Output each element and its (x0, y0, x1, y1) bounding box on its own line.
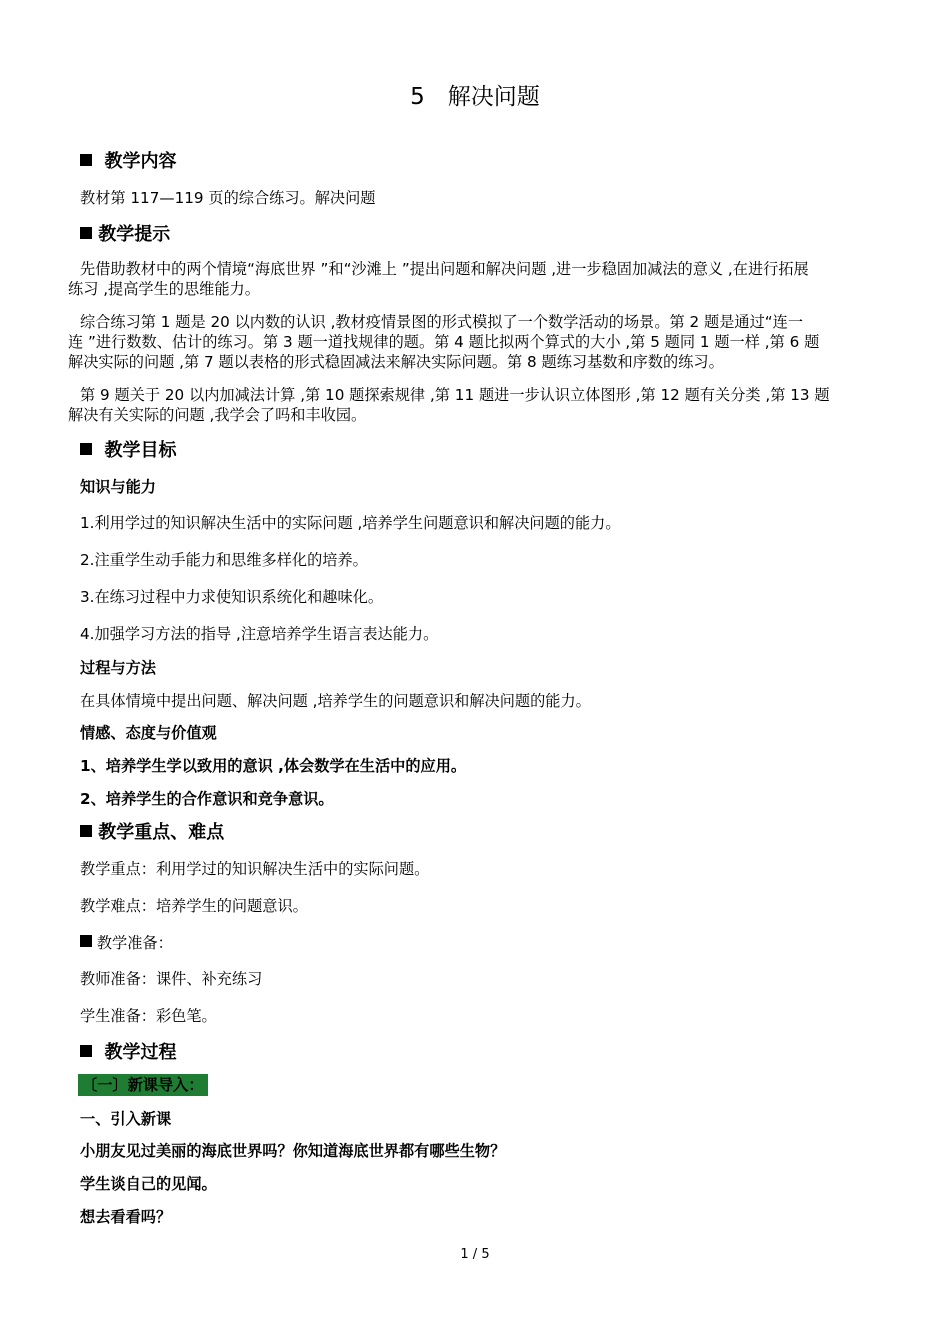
goal-1: 1.利用学过的知识解决生活中的实际问题 ,培养学生问题意识和解决问题的能力。 (80, 514, 621, 532)
goal-3: 3.在练习过程中力求使知识系统化和趣味化。 (80, 588, 384, 606)
square-bullet-icon (80, 443, 92, 455)
square-bullet-icon (80, 227, 92, 239)
hints-paragraph-1-line-2: 练习 ,提高学生的思维能力。 (68, 280, 260, 298)
hints-paragraph-3-line-2: 解决有关实际的问题 ,我学会了吗和丰收园。 (68, 406, 367, 424)
intro-heading: 一、引入新课 (80, 1110, 172, 1128)
hints-paragraph-2-line-3: 解决实际的问题 ,第 7 题以表格的形式稳固减法来解决实际问题。第 8 题练习基数和序数的练习。 (68, 353, 724, 371)
hints-paragraph-1-line-1: 先借助教材中的两个情境“海底世界 ”和“沙滩上 ”提出问题和解决问题 ,进一步稳固加减法的意义 ,在进行拓展 (80, 260, 809, 278)
key-point: 教学重点：利用学过的知识解决生活中的实际问题。 (80, 860, 430, 878)
knowledge-heading: 知识与能力 (80, 478, 156, 496)
section-heading-hints: 教学提示 (80, 223, 170, 247)
difficult-point: 教学难点：培养学生的问题意识。 (80, 897, 308, 915)
content-text: 教材第 117—119 页的综合练习。解决问题 (80, 189, 376, 207)
page-title: 5 解决问题 (410, 84, 540, 110)
teacher-prep: 教师准备：课件、补充练习 (80, 970, 263, 988)
section-heading-procedure: 教学过程 (80, 1041, 177, 1065)
square-bullet-icon (80, 154, 92, 166)
emotion-2: 2、培养学生的合作意识和竞争意识。 (80, 790, 334, 808)
answer-1: 学生谈自己的见闻。 (80, 1175, 217, 1193)
process-heading: 过程与方法 (80, 659, 156, 677)
square-bullet-icon (80, 1045, 92, 1057)
process-text: 在具体情境中提出问题、解决问题 ,培养学生的问题意识和解决问题的能力。 (80, 692, 591, 710)
hints-paragraph-2-line-1: 综合练习第 1 题是 20 以内数的认识 ,教材疫情景图的形式模拟了一个数学活动的场景。第 2 题是通过“连一 (80, 313, 804, 331)
question-1: 小朋友见过美丽的海底世界吗？你知道海底世界都有哪些生物？ (80, 1142, 506, 1160)
square-bullet-icon (80, 825, 92, 837)
step-one-highlight: 〔一〕新课导入： (78, 1074, 208, 1096)
section-heading-content: 教学内容 (80, 150, 177, 174)
goal-4: 4.加强学习方法的指导 ,注意培养学生语言表达能力。 (80, 625, 439, 643)
section-heading-goals: 教学目标 (80, 439, 177, 463)
section-heading-key-points: 教学重点、难点 (80, 821, 224, 845)
emotion-heading: 情感、态度与价值观 (80, 724, 217, 742)
prep-heading: 教学准备： (80, 932, 173, 954)
hints-paragraph-3-line-1: 第 9 题关于 20 以内加减法计算 ,第 10 题探索规律 ,第 11 题进一步认识立体图形 ,第 12 题有关分类 ,第 13 题 (80, 386, 830, 404)
student-prep: 学生准备：彩色笔。 (80, 1007, 217, 1025)
square-bullet-icon (80, 935, 92, 947)
hints-paragraph-2-line-2: 连 ”进行数数、估计的练习。第 3 题一道找规律的题。第 4 题比拟两个算式的大小 ,第 5 题同 1 题一样 ,第 6 题 (68, 333, 820, 351)
goal-2: 2.注重学生动手能力和思维多样化的培养。 (80, 551, 368, 569)
emotion-1: 1、培养学生学以致用的意识 ,体会数学在生活中的应用。 (80, 757, 467, 775)
page-number: 1 / 5 (460, 1247, 490, 1262)
question-2: 想去看看吗？ (80, 1208, 172, 1226)
